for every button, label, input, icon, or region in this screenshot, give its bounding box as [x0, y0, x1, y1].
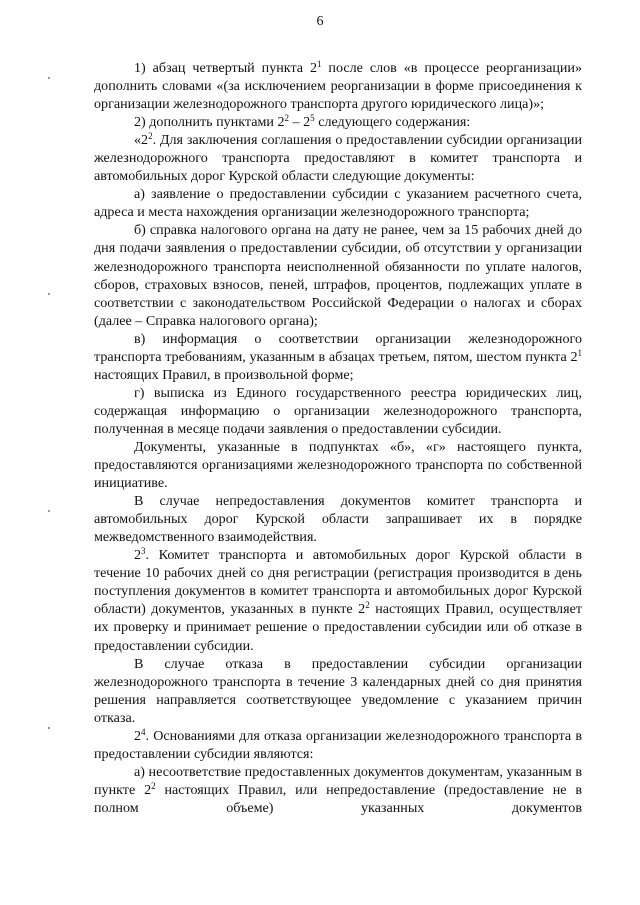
margin-mark: [48, 510, 50, 512]
page-number: 6: [316, 14, 324, 29]
paragraph-clause-2-3: $2^3$. Комитет транспорта и автомобильных дорог Курской области в течение 10 рабочих дней со дня регистрации (регистрация производится в день поступления документов в комитет транспорта и автомобильных дорог Курской области) документов, указанных в пункте $2^2$ настоящих Правил, осуществляет их проверку и принимает решение о предоставлении субсидии или об отказе в предоставлении субсидии.: [94, 546, 582, 654]
paragraph-refusal-notice: В случае отказа в предоставлении субсидии организации железнодорожного транспорта в течение 3 календарных дней со дня принятия решения направляется соответствующее уведомление с указанием причин отказа.: [94, 655, 582, 726]
paragraph-clause-2-4: $2^4$. Основаниями для отказа организации железнодорожного транспорта в предоставлении субсидии являются:: [94, 726, 582, 762]
paragraph-item-g: г) выписка из Единого государственного реестра юридических лиц, содержащая информацию о организации железнодорожного транспорта, полученная в месяце подачи заявления о предоставлении субсидии.: [94, 384, 582, 437]
paragraph-amendment-1: 1) абзац четвертый пункта $2^1$ после слов «в процессе реорганизации» дополнить словами «(за исключением реорганизации в форме присоединения к организации железнодорожного транспорта другого юридического лица)»;: [94, 59, 583, 113]
margin-mark: [48, 727, 50, 729]
paragraph-interagency: В случае непредоставления документов комитет транспорта и автомобильных дорог Курской области запрашивает их в порядке межведомственного взаимодействия.: [94, 493, 582, 546]
paragraph-item-b: б) справка налогового органа на дату не ранее, чем за 15 рабочих дней до дня подачи заявления о предоставлении субсидии, об отсутствии у организации железнодорожного транспорта неисполненной обязанности по уплате налогов, сборов, страховых взносов, пеней, штрафов, процентов, подлежащих уплате в соответствии с законодательством Российской Федерации о налогах и сборах (далее – Справка налогового органа);: [94, 222, 582, 329]
paragraph-clause-2-2: «$2^2$. Для заключения соглашения о предоставлении субсидии организации железнодорожного транспорта предоставляют в комитет транспорта и автомобильных дорог Курской области следующие документы:: [94, 131, 582, 185]
margin-mark: [48, 293, 50, 295]
paragraph-item-a: а) заявление о предоставлении субсидии с указанием расчетного счета, адреса и места нахождения организации железнодорожного транспорта;: [94, 186, 582, 221]
paragraph-amendment-2: 2) дополнить пунктами $2^2 - 2^5$ следующего содержания:: [134, 113, 471, 131]
document-body: [94, 59, 582, 817]
paragraph-documents-note: Документы, указанные в подпунктах «б», «г» настоящего пункта, предоставляются организациями железнодорожного транспорта по собственной инициативе.: [94, 438, 582, 492]
margin-mark: [48, 77, 50, 79]
paragraph-item-v: в) информация о соответствии организации железнодорожного транспорта требованиям, указанным в абзацах третьем, пятом, шестом пункта $2^1$ настоящих Правил, в произвольной форме;: [94, 330, 582, 383]
paragraph-refusal-item-a: а) несоответствие предоставленных документов документам, указанным в пункте $2^2$ настоящих Правил, или непредоставление (предоставление не в полном объеме) указанных документов: [94, 763, 582, 816]
